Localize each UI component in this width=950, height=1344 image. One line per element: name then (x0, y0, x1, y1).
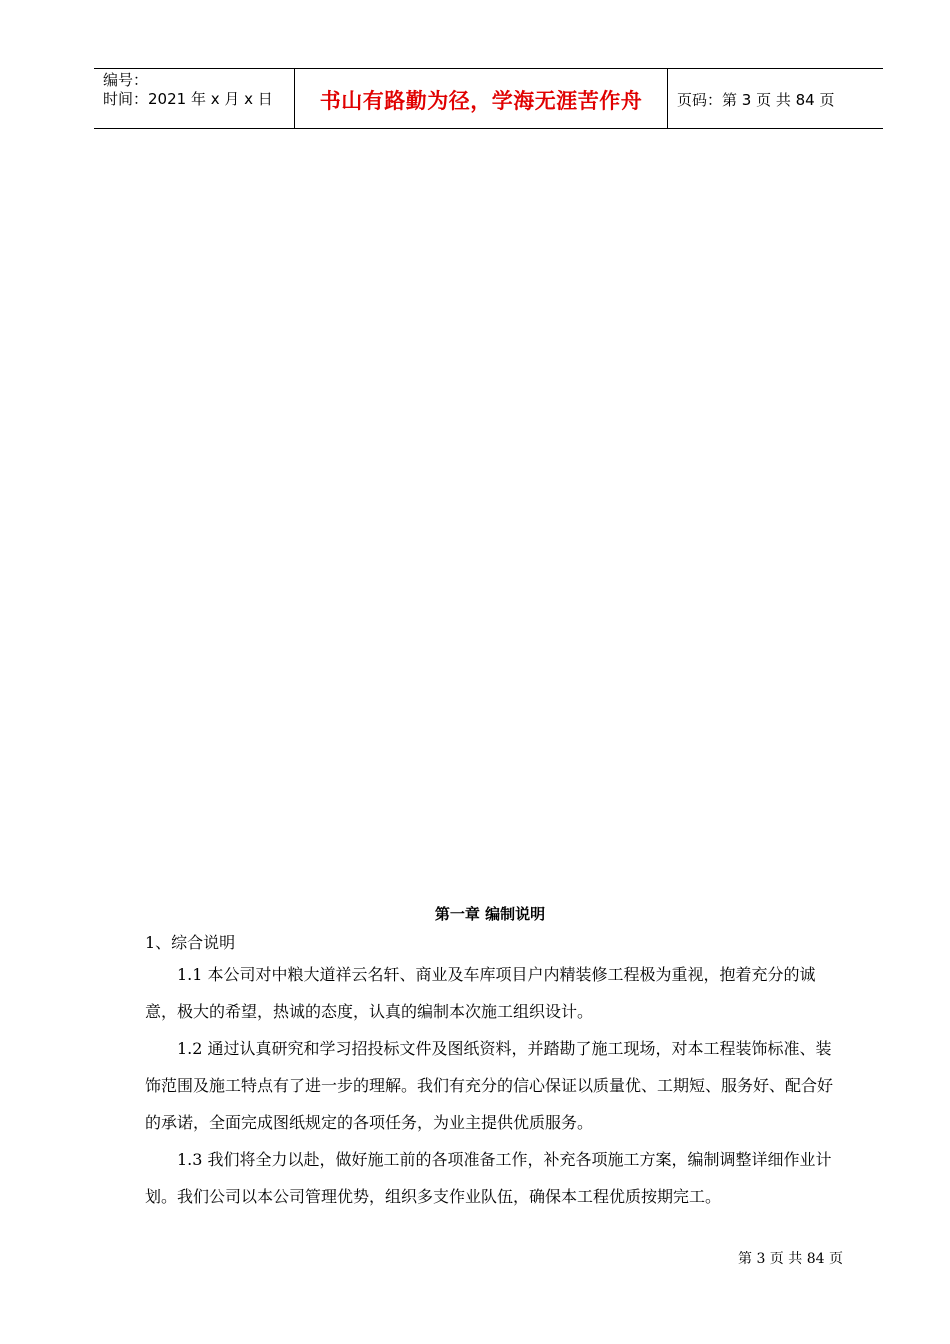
paragraph-1-3: 1.3 我们将全力以赴，做好施工前的各项准备工作，补充各项施工方案，编制调整详细作业计划。我们公司以本公司管理优势，组织多支作业队伍，确保本工程优质按期完工。 (145, 1150, 832, 1206)
paragraph-1-2: 1.2 通过认真研究和学习招投标文件及图纸资料，并踏勘了施工现场，对本工程装饰标准、装饰范围及施工特点有了进一步的理解。我们有充分的信心保证以质量优、工期短、服务好、配合好的承诺，全面完成图纸规定的各项任务，为业主提供优质服务。 (145, 1039, 834, 1132)
document-time: 时间：2021 年 x 月 x 日 (103, 90, 273, 108)
document-code-label: 编号： (103, 71, 149, 89)
header-page-info: 页码：第 3 页 共 84 页 (677, 91, 835, 109)
section-title: 1、综合说明 (145, 933, 236, 952)
header-motto: 书山有路勤为径，学海无涯苦作舟 (319, 89, 643, 113)
header-motto-cell (295, 69, 668, 128)
page-header (94, 68, 883, 129)
chapter-title: 第一章 编制说明 (434, 905, 546, 923)
page-footer: 第 3 页 共 84 页 (738, 1251, 843, 1267)
header-left-cell (94, 69, 295, 128)
paragraph-1-1: 1.1 本公司对中粮大道祥云名轩、商业及车库项目户内精装修工程极为重视，抱着充分的诚意，极大的希望，热诚的态度，认真的编制本次施工组织设计。 (145, 965, 816, 1021)
header-page-cell (668, 69, 883, 128)
